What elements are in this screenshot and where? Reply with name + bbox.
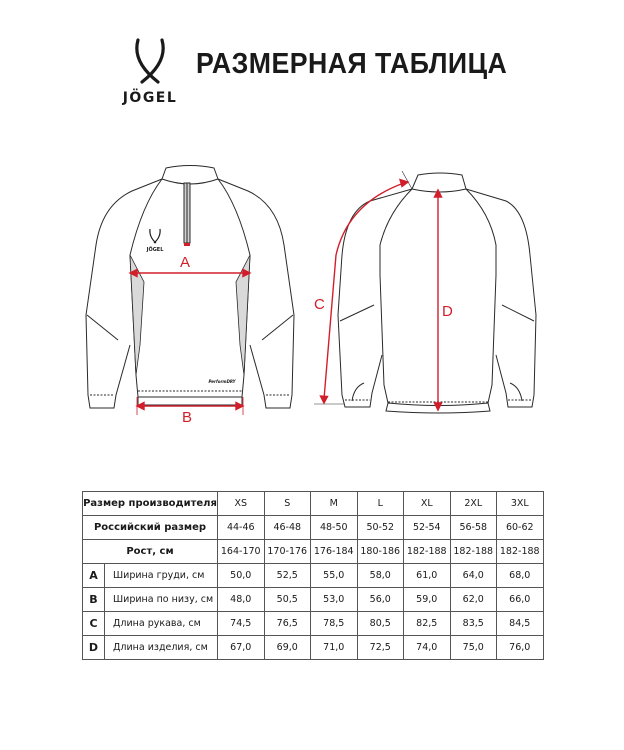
table-cell: 56,0 [357, 588, 404, 612]
chest-logo-text: JÖGEL [146, 247, 164, 253]
table-cell: 72,5 [357, 636, 404, 660]
table-cell: 76,0 [497, 636, 544, 660]
table-cell: 68,0 [497, 564, 544, 588]
page-title: РАЗМЕРНАЯ ТАБЛИЦА [196, 48, 508, 80]
table-cell: 50,5 [264, 588, 311, 612]
dimension-a-label: A [180, 254, 191, 271]
table-cell: 84,5 [497, 612, 544, 636]
table-cell: 50,0 [218, 564, 265, 588]
table-cell: 75,0 [450, 636, 497, 660]
table-cell: 78,5 [311, 612, 358, 636]
table-cell: 53,0 [311, 588, 358, 612]
table-cell: 46-48 [264, 516, 311, 540]
table-cell: 61,0 [404, 564, 451, 588]
table-cell: 182-188 [404, 540, 451, 564]
header [0, 0, 624, 140]
measurement-letter: D [83, 636, 105, 660]
size-header-cell: XS [218, 492, 265, 516]
measurement-letter: C [83, 612, 105, 636]
table-cell: 74,5 [218, 612, 265, 636]
table-cell: 69,0 [264, 636, 311, 660]
table-cell: 64,0 [450, 564, 497, 588]
table-cell: 80,5 [357, 612, 404, 636]
jacket-back-illustration [300, 165, 560, 430]
dimension-b-label: B [182, 409, 193, 426]
table-cell: 83,5 [450, 612, 497, 636]
table-cell: 56-58 [450, 516, 497, 540]
table-cell: 164-170 [218, 540, 265, 564]
size-header-cell: M [311, 492, 358, 516]
table-cell: 58,0 [357, 564, 404, 588]
size-header-cell: 3XL [497, 492, 544, 516]
table-cell: 44-46 [218, 516, 265, 540]
measurement-row-a [83, 564, 544, 588]
table-cell: 176-184 [311, 540, 358, 564]
size-header-cell: S [264, 492, 311, 516]
table-cell: 48-50 [311, 516, 358, 540]
table-cell: 62,0 [450, 588, 497, 612]
front-view-drawing [80, 165, 300, 430]
table-cell: 52,5 [264, 564, 311, 588]
height-label: Рост, см [83, 540, 218, 564]
table-cell: 48,0 [218, 588, 265, 612]
table-cell: 182-188 [497, 540, 544, 564]
size-header-cell: L [357, 492, 404, 516]
brand-logo [118, 38, 182, 108]
table-cell: 71,0 [311, 636, 358, 660]
table-cell: 76,5 [264, 612, 311, 636]
manufacturer-size-row [83, 492, 544, 516]
table-cell: 82,5 [404, 612, 451, 636]
measurement-name: Длина рукава, см [105, 612, 218, 636]
size-header-cell: 2XL [450, 492, 497, 516]
table-cell: 170-176 [264, 540, 311, 564]
table-cell: 55,0 [311, 564, 358, 588]
table-cell: 182-188 [450, 540, 497, 564]
height-row [83, 540, 544, 564]
jogel-logo-icon [134, 38, 166, 90]
manufacturer-size-label: Размер производителя [83, 492, 218, 516]
jacket-front-illustration [80, 165, 300, 430]
russian-size-label: Российский размер [83, 516, 218, 540]
russian-size-row [83, 516, 544, 540]
table-cell: 67,0 [218, 636, 265, 660]
measurement-row-c [83, 612, 544, 636]
measurement-letter: B [83, 588, 105, 612]
measurement-name: Ширина груди, см [105, 564, 218, 588]
measurement-letter: A [83, 564, 105, 588]
table-cell: 180-186 [357, 540, 404, 564]
brand-name: JÖGEL [122, 90, 178, 106]
dimension-d-arrow [435, 190, 442, 410]
table-cell: 66,0 [497, 588, 544, 612]
hem-tag-text: PerformDRY [208, 379, 236, 384]
size-header-cell: XL [404, 492, 451, 516]
table-cell: 60-62 [497, 516, 544, 540]
back-view-drawing [300, 165, 560, 430]
size-table [82, 491, 544, 660]
measurement-name: Длина изделия, см [105, 636, 218, 660]
table-cell: 52-54 [404, 516, 451, 540]
table-cell: 74,0 [404, 636, 451, 660]
table-cell: 50-52 [357, 516, 404, 540]
measurement-row-d [83, 636, 544, 660]
measurement-name: Ширина по низу, см [105, 588, 218, 612]
table-cell: 59,0 [404, 588, 451, 612]
dimension-d-label: D [442, 303, 453, 320]
dimension-c-label: C [314, 296, 325, 313]
measurement-row-b [83, 588, 544, 612]
